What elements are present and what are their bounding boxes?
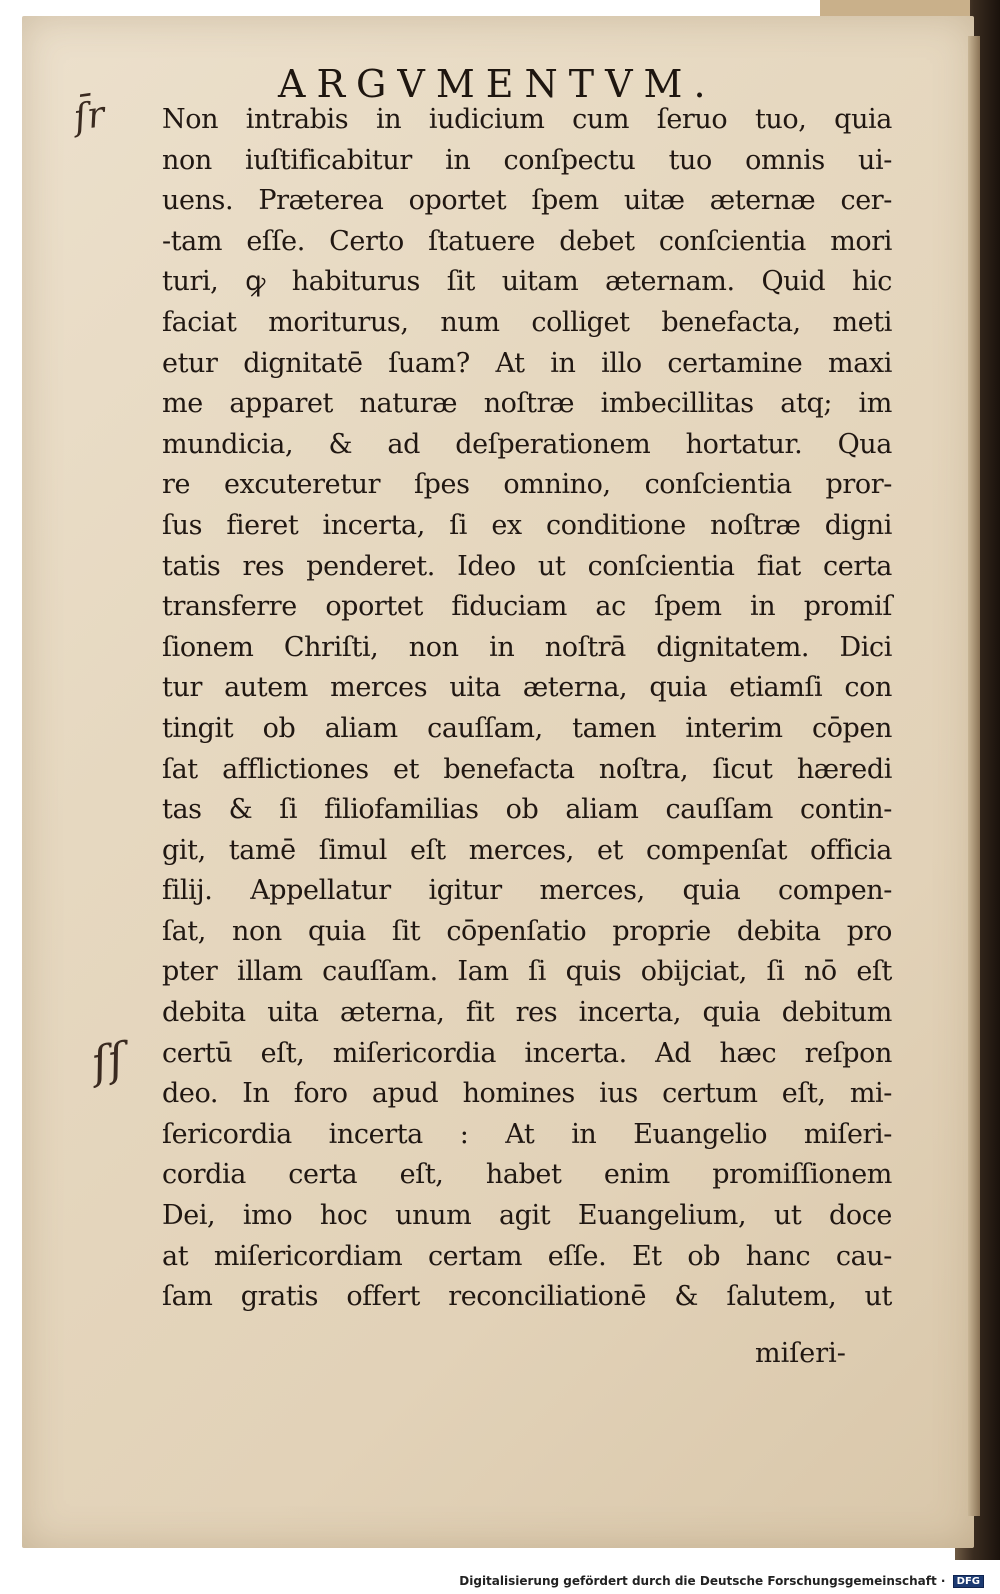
text-line: mundicia, & ad deſperationem hortatur. Qua — [162, 428, 892, 460]
text-line: tatis res penderet. Ideo ut conſcientia fiat certa — [162, 550, 892, 582]
text-line: ſam gratis offert reconciliationē & ſalutem, ut — [162, 1281, 892, 1313]
text-line: ſionem Chriſti, non in noſtrā dignitatem. Dici — [162, 631, 892, 663]
credit-text: Digitalisierung gefördert durch die Deutsche Forschungsgemeinschaft · — [459, 1574, 946, 1588]
text-line: non iuſtificabitur in conſpectu tuo omnis ui- — [162, 144, 892, 176]
text-line: cordia certa eſt, habet enim promiſſionem — [162, 1159, 892, 1191]
text-line: ſus fieret incerta, ſi ex conditione noſtræ digni — [162, 509, 892, 541]
margin-note-bottom: ſſ — [87, 1033, 129, 1090]
text-line: pter illam cauſſam. Iam ſi quis obijciat, ſi nō eſt — [162, 956, 892, 988]
text-line: faciat moriturus, num colliget benefacta, meti — [162, 306, 892, 338]
text-line: debita uita æterna, fit res incerta, quia debitum — [162, 997, 892, 1029]
dfg-logo: DFG — [953, 1575, 984, 1588]
digitization-credit — [459, 1574, 984, 1588]
text-line: git, tamē ſimul eſt merces, et compenſat officia — [162, 834, 892, 866]
text-line: turi, ꝙ habiturus ſit uitam æternam. Quid hic — [162, 266, 892, 298]
text-line: deo. In foro apud homines ius certum eſt, mi- — [162, 1078, 892, 1110]
text-line: ſat afflictiones et benefacta noſtra, ſicut hæredi — [162, 753, 892, 785]
text-line: uens. Præterea oportet ſpem uitæ æternæ cer- — [162, 185, 892, 217]
text-line: tas & ſi filiofamilias ob aliam cauſſam contin- — [162, 794, 892, 826]
text-line: transferre oportet fiduciam ac ſpem in promiſ — [162, 591, 892, 623]
text-line: me apparet naturæ noſtræ imbecillitas atq; im — [162, 388, 892, 420]
text-line: filij. Appellatur igitur merces, quia compen- — [162, 875, 892, 907]
text-line: re excuteretur ſpes omnino, conſcientia pror- — [162, 469, 892, 501]
margin-note-top: ſ̄r — [71, 94, 108, 139]
text-line: tur autem merces uita æterna, quia etiamſi con — [162, 672, 892, 704]
text-line: certū eſt, miſericordia incerta. Ad hæc reſpon — [162, 1037, 892, 1069]
text-line: ſat, non quia ſit cōpenſatio proprie debita pro — [162, 915, 892, 947]
body-text — [162, 100, 892, 1318]
text-line: at miſericordiam certam eſſe. Et ob hanc cau- — [162, 1240, 892, 1272]
text-line: etur dignitatē ſuam? At in illo certamine maxi — [162, 347, 892, 379]
text-line: Non intrabis in iudicium cum ſeruo tuo, quia — [162, 104, 892, 135]
text-line: -tam eſſe. Certo ſtatuere debet conſcientia mori — [162, 225, 892, 257]
text-line: tingit ob aliam cauſſam, tamen interim cōpen — [162, 712, 892, 744]
text-line: ſericordia incerta : At in Euangelio miſeri- — [162, 1118, 892, 1150]
text-line: Dei, imo hoc unum agit Euangelium, ut doce — [162, 1200, 892, 1232]
catchword: miſeri- — [755, 1338, 846, 1369]
page-heading: ARGVMENTVM. — [278, 62, 717, 106]
page-curl — [968, 36, 980, 1516]
